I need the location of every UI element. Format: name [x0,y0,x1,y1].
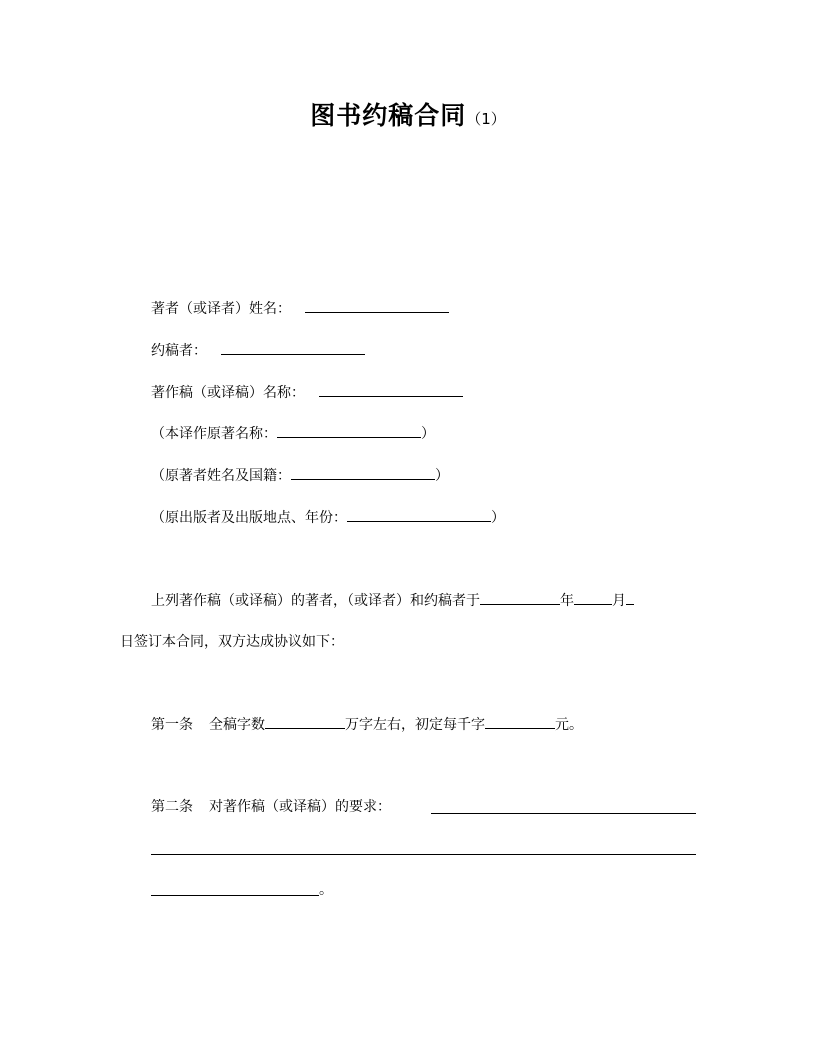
article-2-end [319,880,333,900]
original-title-label: （本译作原著名称： [151,426,277,442]
article-2-period: 。 [319,882,333,898]
original-title-close: ） [421,426,435,442]
article-2-heading: 第二条 [151,799,193,815]
author-name-line [151,298,449,318]
original-author-line [151,465,449,485]
original-publisher-blank[interactable] [347,507,491,522]
article-1-text-c: 元。 [555,717,583,733]
original-author-blank[interactable] [291,465,435,480]
original-publisher-label: （原出版者及出版地点、年份： [151,510,347,526]
original-publisher-line [151,507,505,527]
article-1-text-a: 全稿字数 [209,717,265,733]
preamble-line-2-text: 日签订本合同，双方达成协议如下： [120,634,344,650]
article-2 [151,797,391,817]
commissioner-blank[interactable] [221,340,365,355]
article-1 [151,714,583,734]
title-main: 图书约稿合同 [310,101,467,130]
title-number: （1） [466,110,506,128]
original-title-blank[interactable] [277,423,421,438]
preamble-line-2 [120,632,344,652]
year-label: 年 [560,593,574,609]
preamble-line-1 [151,590,634,610]
month-label: 月 [612,593,626,609]
author-name-blank[interactable] [305,298,449,313]
commissioner-line [151,340,365,360]
article-1-text-b: 万字左右，初定每千字 [345,717,485,733]
word-count-blank[interactable] [265,714,345,729]
commissioner-label: 约稿者： [151,343,207,359]
requirements-blank-2[interactable] [151,854,696,855]
work-title-blank[interactable] [319,382,463,397]
article-1-heading: 第一条 [151,717,193,733]
article-2-text-a: 对著作稿（或译稿）的要求： [209,799,391,815]
original-author-close: ） [435,468,449,484]
work-title-line [151,382,463,402]
document-title [0,96,816,132]
month-blank[interactable] [574,590,612,605]
preamble-text: 上列著作稿（或译稿）的著者，（或译者）和约稿者于 [151,593,480,609]
original-author-label: （原著者姓名及国籍： [151,468,291,484]
year-blank[interactable] [480,590,560,605]
original-title-line [151,423,435,443]
requirements-blank-1[interactable] [431,813,696,814]
author-name-label: 著者（或译者）姓名： [151,301,291,317]
requirements-blank-3[interactable] [151,895,319,896]
original-publisher-close: ） [491,510,505,526]
day-blank[interactable] [626,590,634,605]
work-title-label: 著作稿（或译稿）名称： [151,385,305,401]
fee-blank[interactable] [485,714,555,729]
